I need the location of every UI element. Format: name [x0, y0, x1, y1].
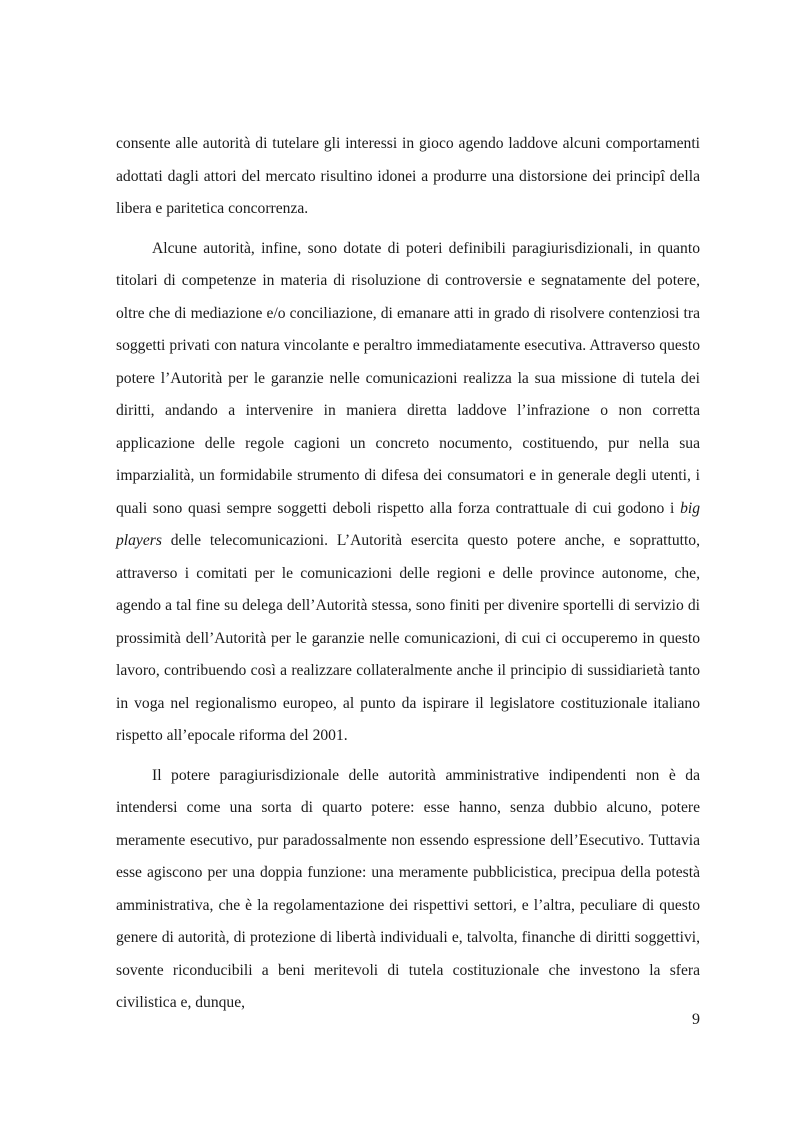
paragraph-2-emphasis: big players	[116, 499, 700, 549]
paragraph-2-text-end: delle telecomunicazioni. L’Autorità esercita questo potere anche, e soprattutto, attraverso i comitati per le comunicazioni delle regioni e delle province autonome, che, agendo a tal fine su delega dell’Autorità stessa, sono finiti per divenire sportelli di servizio di prossimità dell’Autorità per le garanzie nelle comunicazioni, di cui ci occuperemo in questo lavoro, contribuendo così a realizzare collateralmente anche il principio di sussidiarietà tanto in voga nel regionalismo europeo, al punto da ispirare il legislatore costituzionale italiano rispetto all’epocale riforma del 2001.	[116, 532, 700, 744]
paragraph-continuation	[116, 128, 700, 226]
paragraph-2-text-start: Alcune autorità, infine, sono dotate di poteri definibili paragiurisdizionali, in quanto titolari di competenze in materia di risoluzione di controversie e segnatamente del potere, oltre che di mediazione e/o conciliazione, di emanare atti in grado di risolvere contenziosi tra soggetti privati con natura vincolante e peraltro immediatamente esecutiva. Attraverso questo potere l’Autorità per le garanzie nelle comunicazioni realizza la sua missione di tutela dei diritti, andando a intervenire in maniera diretta laddove l’infrazione o non corretta applicazione delle regole cagioni un concreto nocumento, costituendo, pur nella sua imparzialità, un formidabile strumento di difesa dei consumatori e in generale degli utenti, i quali sono quasi sempre soggetti deboli rispetto alla forza contrattuale di cui godono i	[116, 239, 700, 517]
paragraph-3-text: Il potere paragiurisdizionale delle autorità amministrative indipendenti non è da intendersi come una sorta di quarto potere: esse hanno, senza dubbio alcuno, potere meramente esecutivo, pur paradossalmente non essendo espressione dell’Esecutivo. Tuttavia esse agiscono per una doppia funzione: una meramente pubblicistica, precipua della potestà amministrativa, che è la regolamentazione dei rispettivi settori, e l’altra, peculiare di questo genere di autorità, di protezione di libertà individuali e, talvolta, finanche di diritti soggettivi, sovente riconducibili a beni meritevoli di tutela costituzionale che investono la sfera civilistica e, dunque,	[116, 766, 700, 1011]
paragraph-paragiurisdictional-powers	[116, 233, 700, 753]
page-number: 9	[692, 1011, 700, 1028]
document-body	[116, 128, 700, 1027]
paragraph-fourth-power	[116, 760, 700, 1020]
paragraph-1-text: consente alle autorità di tutelare gli interessi in gioco agendo laddove alcuni comportamenti adottati dagli attori del mercato risultino idonei a produrre una distorsione dei principî della libera e paritetica concorrenza.	[116, 135, 700, 217]
